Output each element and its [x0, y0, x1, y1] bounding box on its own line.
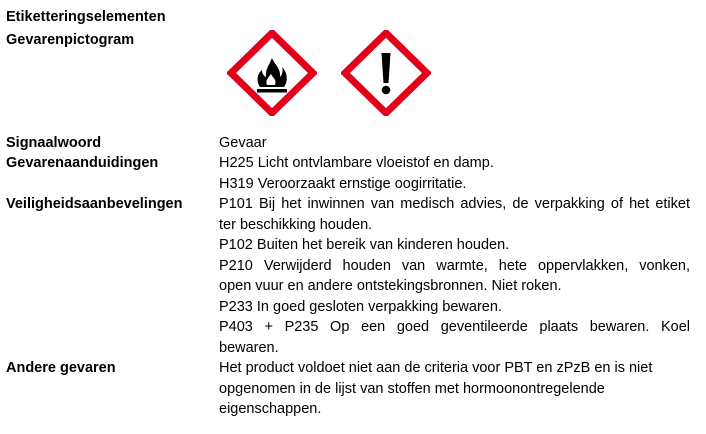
precautionary-p210-line-2: open vuur en andere ontstekingsbronnen. Niet roken. — [219, 278, 562, 294]
other-hazards-line-2: opgenomen in de lijst van stoffen met hormoonontregelende — [219, 380, 605, 397]
other-hazards-value — [219, 358, 690, 420]
precautionary-statements-label: Veiligheidsaanbevelingen — [6, 196, 183, 212]
precautionary-p233: P233 In goed gesloten verpakking bewaren. — [219, 298, 502, 315]
section-title: Etiketteringselementen — [6, 9, 166, 25]
precautionary-p102: P102 Buiten het bereik van kinderen houden. — [219, 237, 510, 253]
signal-word-value — [219, 133, 690, 154]
precautionary-p210-line-1: P210 Verwijderd houden van warmte, hete oppervlakken, vonken, — [219, 257, 690, 274]
other-hazards-label: Andere gevaren — [6, 360, 116, 376]
precautionary-p101-line-2: ter beschikking houden. — [219, 216, 373, 233]
precautionary-p403-line-2: bewaren. — [219, 339, 279, 356]
hazard-statements-value — [219, 153, 690, 194]
precautionary-p101-line-1: P101 Bij het inwinnen van medisch advies, de verpakking of het etiket — [219, 196, 690, 212]
hazard-statement-h319: H319 Veroorzaakt ernstige oogirritatie. — [219, 175, 467, 192]
hazard-statements-label: Gevarenaanduidingen — [6, 155, 159, 171]
pictogram-heading: Gevarenpictogram — [6, 32, 135, 48]
other-hazards-line-3: eigenschappen. — [219, 401, 322, 417]
precautionary-statements-value — [219, 194, 690, 358]
signal-word-text: Gevaar — [219, 135, 267, 151]
flame-icon — [227, 30, 317, 116]
other-hazards-line-1: Het product voldoet niet aan de criteria voor PBT en zPzB en is niet — [219, 360, 653, 376]
exclamation-mark-icon — [341, 30, 431, 116]
hazard-pictograms — [227, 30, 427, 116]
signal-word-label: Signaalwoord — [6, 135, 102, 151]
precautionary-p403-line-1: P403 + P235 Op een goed geventileerde plaats bewaren. Koel — [219, 319, 690, 335]
hazard-statement-h225: H225 Licht ontvlambare vloeistof en damp. — [219, 155, 494, 171]
